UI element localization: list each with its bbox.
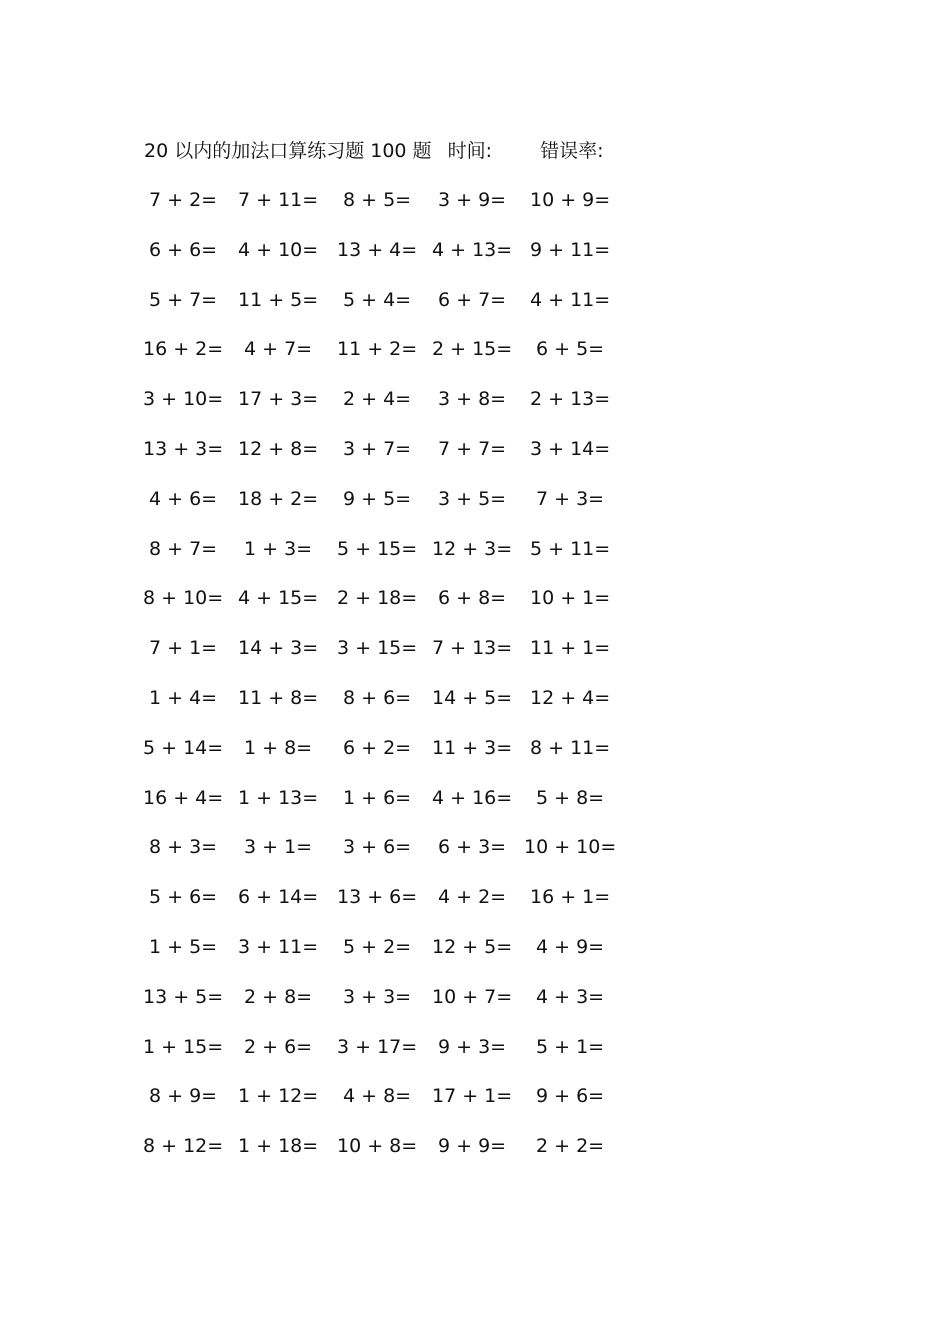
problem-r4-c5: 6 + 5= <box>536 338 605 361</box>
problem-r18-c3: 3 + 17= <box>337 1035 418 1058</box>
problem-r13-c1: 16 + 4= <box>143 786 224 809</box>
problem-r15-c3: 13 + 6= <box>337 886 418 909</box>
problem-r11-c3: 8 + 6= <box>343 687 412 709</box>
problem-r1-c1: 7 + 2= <box>149 189 218 211</box>
problem-r16-c3: 5 + 2= <box>343 936 412 958</box>
problem-r12-c3: 6 + 2= <box>343 736 412 759</box>
problem-r19-c2: 1 + 12= <box>238 1085 319 1108</box>
problem-r16-c2: 3 + 11= <box>238 936 319 958</box>
problem-r20-c1: 8 + 12= <box>143 1135 224 1158</box>
problem-r14-c4: 6 + 3= <box>438 836 507 859</box>
problem-r6-c2: 12 + 8= <box>238 438 319 460</box>
problem-r2-c3: 13 + 4= <box>337 238 418 261</box>
problem-r12-c2: 1 + 8= <box>244 736 313 759</box>
problem-r19-c4: 17 + 1= <box>432 1085 513 1108</box>
problem-r17-c3: 3 + 3= <box>343 985 412 1008</box>
problem-r8-c1: 8 + 7= <box>149 537 218 560</box>
problem-r4-c4: 2 + 15= <box>432 338 513 361</box>
problem-r15-c2: 6 + 14= <box>238 886 319 909</box>
problem-r16-c4: 12 + 5= <box>432 936 513 958</box>
problem-r10-c3: 3 + 15= <box>337 637 418 660</box>
problem-r9-c5: 10 + 1= <box>530 587 611 610</box>
problem-r12-c5: 8 + 11= <box>530 736 611 759</box>
problem-r2-c4: 4 + 13= <box>432 238 513 261</box>
problem-r17-c5: 4 + 3= <box>536 985 605 1008</box>
problem-r5-c3: 2 + 4= <box>343 388 412 411</box>
time-label: 时间: <box>447 140 493 162</box>
problem-r20-c2: 1 + 18= <box>238 1135 319 1158</box>
problem-r14-c5: 10 + 10= <box>524 836 617 859</box>
problem-r8-c4: 12 + 3= <box>432 537 513 560</box>
problem-r4-c2: 4 + 7= <box>244 338 313 361</box>
problem-r6-c5: 3 + 14= <box>530 438 611 460</box>
problem-r13-c3: 1 + 6= <box>343 786 412 809</box>
problem-r16-c5: 4 + 9= <box>536 936 605 958</box>
error-rate-label: 错误率: <box>540 140 604 162</box>
problem-r2-c5: 9 + 11= <box>530 238 611 261</box>
problem-r4-c3: 11 + 2= <box>337 338 418 361</box>
problem-r5-c1: 3 + 10= <box>143 388 224 411</box>
problem-r8-c3: 5 + 15= <box>337 537 418 560</box>
problem-r17-c2: 2 + 8= <box>244 985 313 1008</box>
problem-r11-c5: 12 + 4= <box>530 687 611 709</box>
problem-r1-c5: 10 + 9= <box>530 189 611 211</box>
problem-r11-c2: 11 + 8= <box>238 687 319 709</box>
problem-r14-c1: 8 + 3= <box>149 836 218 859</box>
problem-r20-c4: 9 + 9= <box>438 1135 507 1158</box>
problem-r11-c1: 1 + 4= <box>149 687 218 709</box>
problem-r16-c1: 1 + 5= <box>149 936 218 958</box>
problem-r8-c5: 5 + 11= <box>530 537 611 560</box>
problem-r7-c5: 7 + 3= <box>536 487 605 510</box>
problem-r7-c3: 9 + 5= <box>343 487 412 510</box>
problem-r1-c4: 3 + 9= <box>438 189 507 211</box>
problem-r20-c3: 10 + 8= <box>337 1135 418 1158</box>
problem-r15-c5: 16 + 1= <box>530 886 611 909</box>
problem-r9-c4: 6 + 8= <box>438 587 507 610</box>
problem-r6-c3: 3 + 7= <box>343 438 412 460</box>
problem-r11-c4: 14 + 5= <box>432 687 513 709</box>
problem-r12-c1: 5 + 14= <box>143 736 224 759</box>
problem-r5-c2: 17 + 3= <box>238 388 319 411</box>
problem-r2-c2: 4 + 10= <box>238 238 319 261</box>
problem-r6-c4: 7 + 7= <box>438 438 507 460</box>
problem-r17-c1: 13 + 5= <box>143 985 224 1008</box>
problem-r4-c1: 16 + 2= <box>143 338 224 361</box>
problem-r3-c2: 11 + 5= <box>238 288 319 311</box>
problem-r5-c5: 2 + 13= <box>530 388 611 411</box>
problem-r2-c1: 6 + 6= <box>149 238 218 261</box>
problem-r3-c3: 5 + 4= <box>343 288 412 311</box>
problem-r13-c2: 1 + 13= <box>238 786 319 809</box>
problem-r18-c1: 1 + 15= <box>143 1035 224 1058</box>
problem-r8-c2: 1 + 3= <box>244 537 313 560</box>
problem-r12-c4: 11 + 3= <box>432 736 513 759</box>
problem-r13-c4: 4 + 16= <box>432 786 513 809</box>
problem-r17-c4: 10 + 7= <box>432 985 513 1008</box>
problem-r3-c1: 5 + 7= <box>149 288 218 311</box>
problem-r19-c1: 8 + 9= <box>149 1085 218 1108</box>
problem-r15-c1: 5 + 6= <box>149 886 218 909</box>
problem-r10-c4: 7 + 13= <box>432 637 513 660</box>
problem-r15-c4: 4 + 2= <box>438 886 507 909</box>
problem-r18-c5: 5 + 1= <box>536 1035 605 1058</box>
problem-r9-c2: 4 + 15= <box>238 587 319 610</box>
problem-r7-c1: 4 + 6= <box>149 487 218 510</box>
problem-r18-c4: 9 + 3= <box>438 1035 507 1058</box>
problem-r10-c2: 14 + 3= <box>238 637 319 660</box>
problem-r1-c2: 7 + 11= <box>238 189 319 211</box>
problem-r19-c3: 4 + 8= <box>343 1085 412 1108</box>
problem-r3-c5: 4 + 11= <box>530 288 611 311</box>
problem-r20-c5: 2 + 2= <box>536 1135 605 1158</box>
problem-r10-c5: 11 + 1= <box>530 637 611 660</box>
problem-r6-c1: 13 + 3= <box>143 438 224 460</box>
worksheet-title: 20 以内的加法口算练习题 100 题 <box>144 140 432 162</box>
problem-r18-c2: 2 + 6= <box>244 1035 313 1058</box>
problem-r3-c4: 6 + 7= <box>438 288 507 311</box>
problem-r7-c2: 18 + 2= <box>238 487 319 510</box>
problem-r14-c3: 3 + 6= <box>343 836 412 859</box>
problem-r1-c3: 8 + 5= <box>343 189 412 211</box>
problem-r9-c1: 8 + 10= <box>143 587 224 610</box>
problem-r10-c1: 7 + 1= <box>149 637 218 660</box>
problem-r14-c2: 3 + 1= <box>244 836 313 859</box>
problem-r5-c4: 3 + 8= <box>438 388 507 411</box>
problem-r7-c4: 3 + 5= <box>438 487 507 510</box>
problem-r9-c3: 2 + 18= <box>337 587 418 610</box>
problem-r19-c5: 9 + 6= <box>536 1085 605 1108</box>
problem-r13-c5: 5 + 8= <box>536 786 605 809</box>
